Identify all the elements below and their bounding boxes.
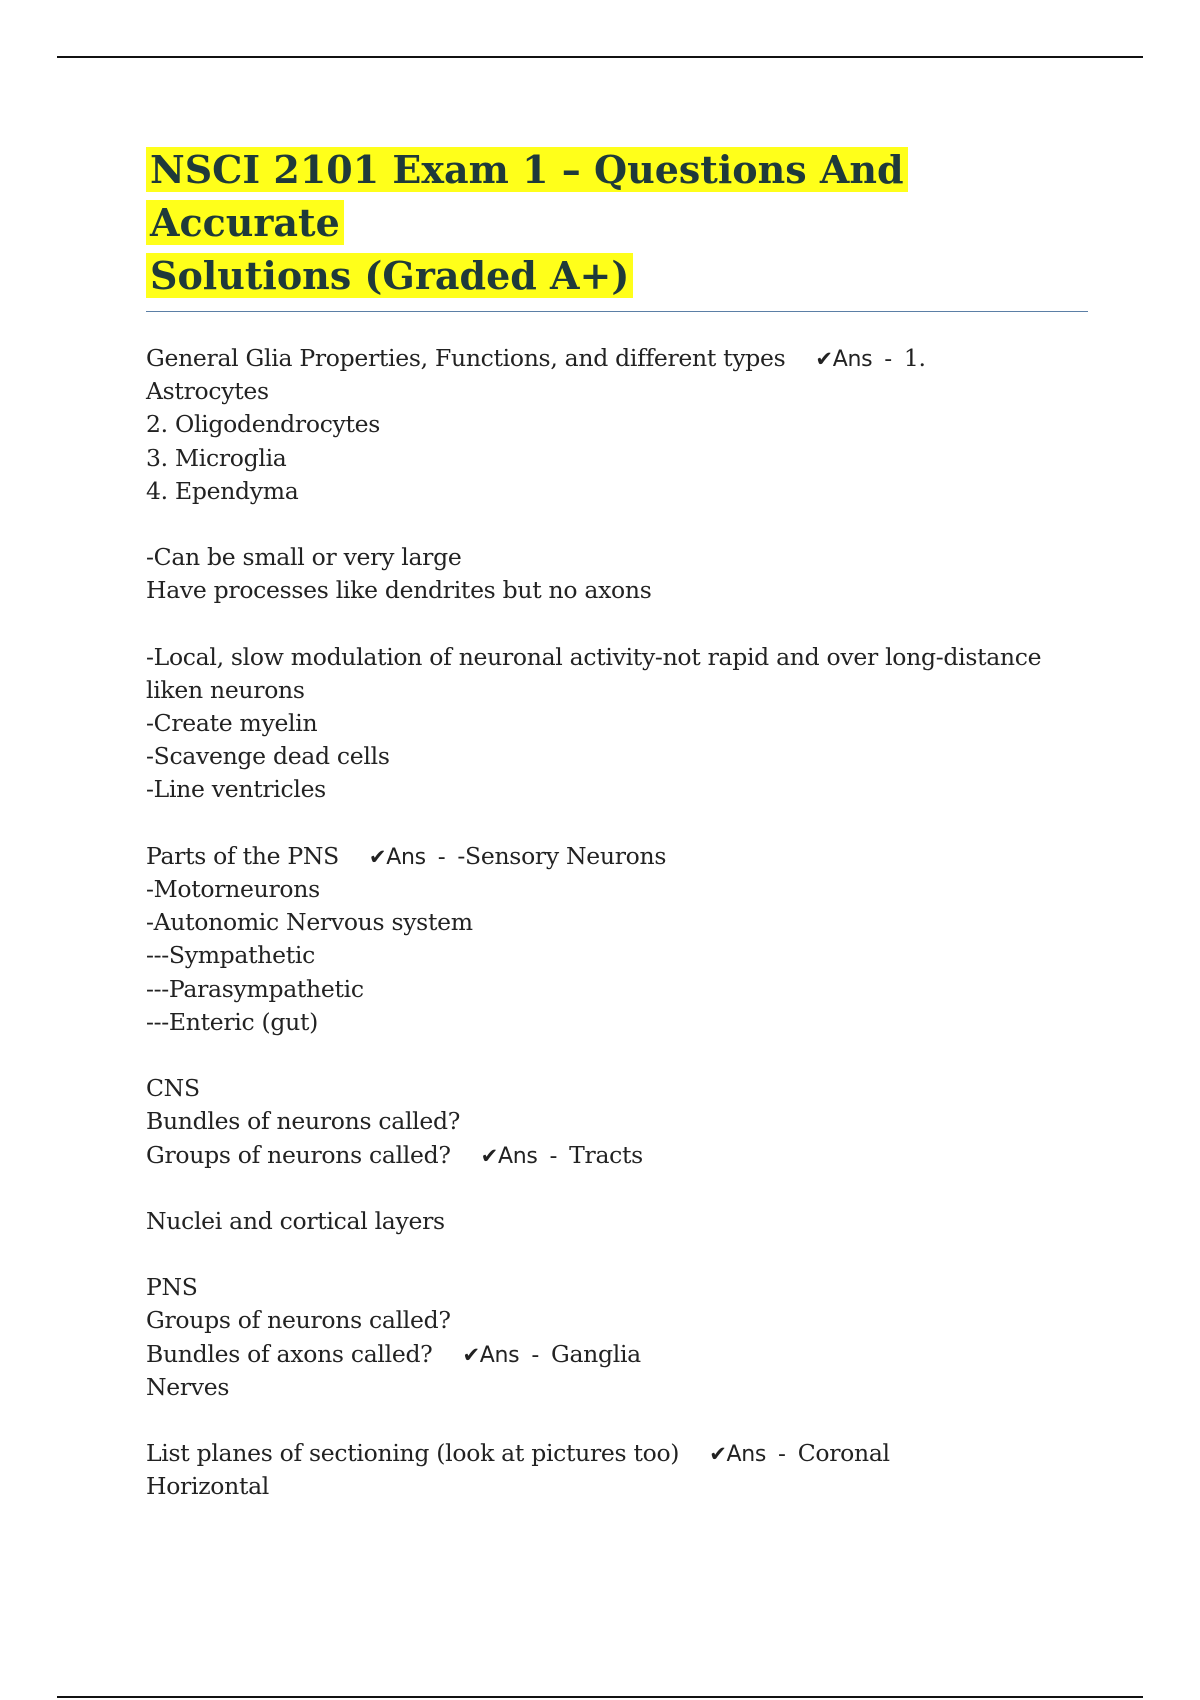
answer-line: 4. Ependyma	[146, 476, 299, 505]
title-line-2: Solutions (Graded A+)	[150, 253, 630, 298]
question-text: List planes of sectioning (look at pictures too)	[146, 1439, 680, 1468]
answer-label: Ans	[497, 1143, 538, 1169]
footer-rule	[57, 1696, 1143, 1698]
answer-label: Ans	[386, 844, 426, 870]
check-mark-icon: ✔	[815, 347, 833, 371]
check-mark-icon: ✔	[480, 1143, 498, 1168]
answer-line: Nerves	[146, 1372, 230, 1401]
answer-label: Ans	[832, 347, 873, 372]
question-text: Bundles of axons called?	[146, 1339, 433, 1368]
blank-line	[146, 1172, 1091, 1205]
question-line	[146, 1139, 1091, 1172]
answer-line: 3. Microglia	[146, 443, 287, 472]
question-text: General Glia Properties, Functions, and different types	[146, 344, 786, 372]
answer-start: 1.	[903, 344, 926, 372]
answer-line: Horizontal	[146, 1472, 270, 1501]
blank-line	[146, 807, 1091, 840]
title-underline	[146, 311, 1088, 312]
document-title	[146, 143, 1091, 302]
answer-line: 2. Oligodendrocytes	[146, 410, 381, 439]
answer-line: -Can be small or very large	[146, 543, 462, 572]
title-line-1: NSCI 2101 Exam 1 – Questions And Accurate	[150, 147, 904, 245]
answer-line: ---Parasympathetic	[146, 974, 364, 1003]
check-mark-icon: ✔	[462, 1342, 480, 1367]
answer-start: -Sensory Neurons	[457, 841, 667, 870]
check-mark-icon: ✔	[709, 1442, 727, 1467]
answer-line: ---Sympathetic	[146, 941, 315, 970]
answer-start: Tracts	[569, 1140, 643, 1169]
blank-line	[146, 608, 1091, 641]
question-line	[146, 1338, 1091, 1371]
answer-line: -Create myelin	[146, 709, 318, 738]
blank-line	[146, 1238, 1091, 1271]
header-rule	[57, 56, 1143, 58]
question-text: Groups of neurons called?	[146, 1140, 451, 1169]
question-prefix-line: CNS	[146, 1074, 200, 1103]
answer-line: -Line ventricles	[146, 775, 326, 804]
title-highlight	[146, 147, 908, 298]
question-text: Parts of the PNS	[146, 841, 339, 870]
answer-marker	[709, 1439, 798, 1467]
question-line	[146, 840, 1091, 873]
answer-line: -Local, slow modulation of neuronal activity-not rapid and over long-distance	[146, 642, 1042, 671]
answer-start: Ganglia	[550, 1339, 641, 1368]
blank-line	[146, 1404, 1091, 1437]
answer-line: Have processes like dendrites but no axons	[146, 576, 652, 605]
answer-line: -Motorneurons	[146, 875, 320, 903]
answer-dash: -	[549, 1143, 558, 1169]
answer-marker	[369, 842, 458, 870]
answer-dash: -	[531, 1342, 539, 1368]
question-line	[146, 1437, 1091, 1470]
document-page	[146, 143, 1091, 1504]
blank-line	[146, 508, 1091, 541]
answer-line: Nuclei and cortical layers	[146, 1206, 445, 1235]
answer-dash: -	[437, 844, 446, 870]
answer-marker	[462, 1340, 551, 1368]
answer-label: Ans	[479, 1342, 520, 1368]
answer-label: Ans	[726, 1442, 767, 1468]
question-line	[146, 342, 1091, 375]
answer-marker	[815, 344, 904, 372]
answer-line: ---Enteric (gut)	[146, 1007, 319, 1036]
answer-dash: -	[778, 1442, 786, 1468]
blank-line	[146, 1039, 1091, 1072]
answer-line: -Scavenge dead cells	[146, 742, 390, 771]
answer-line: -Autonomic Nervous system	[146, 908, 473, 937]
answer-marker	[481, 1141, 570, 1169]
answer-dash: -	[884, 347, 892, 372]
question-prefix-line: Groups of neurons called?	[146, 1306, 451, 1335]
answer-start: Coronal	[797, 1439, 890, 1468]
check-mark-icon: ✔	[368, 844, 387, 869]
answer-line: Astrocytes	[146, 377, 269, 406]
answer-line: liken neurons	[146, 675, 305, 704]
question-prefix-line: PNS	[146, 1273, 198, 1302]
document-body	[146, 342, 1091, 1504]
question-prefix-line: Bundles of neurons called?	[146, 1107, 461, 1136]
